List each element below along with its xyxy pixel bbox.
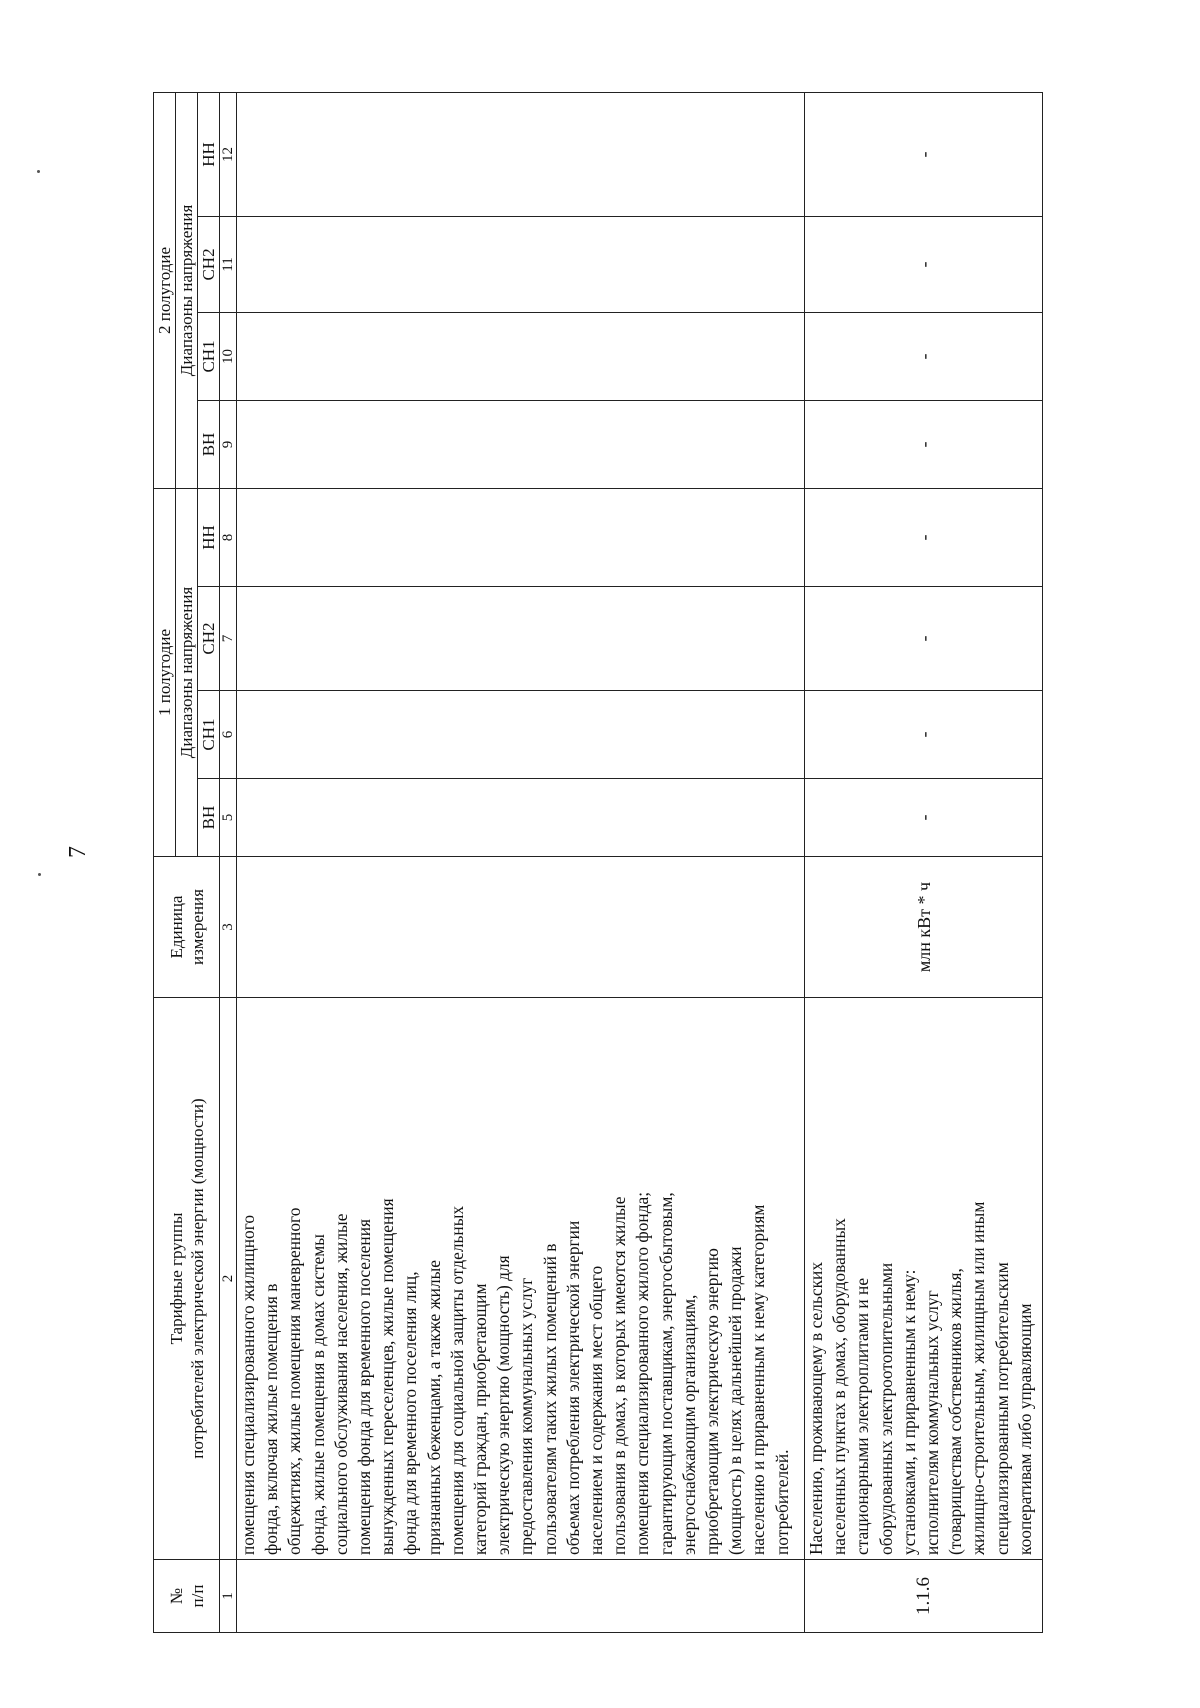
- description-line: предоставления коммунальных услуг: [516, 1277, 537, 1555]
- column-index: 10: [220, 312, 237, 400]
- column-index: 12: [220, 92, 237, 216]
- description-line: оборудованных электроотопительными: [875, 1262, 896, 1555]
- description-line: помещения для социальной защиты отдельных: [446, 1205, 467, 1555]
- num-column-header: № п/п: [154, 1560, 220, 1633]
- description-text: [805, 1002, 1037, 1555]
- description-line: установками, и приравненным к нему:: [898, 1269, 919, 1555]
- column-index: 2: [220, 998, 237, 1560]
- level-header-h1-sn2: СН2: [198, 587, 220, 691]
- scan-speck: [37, 170, 40, 173]
- voltage-ranges-header-h1: Диапазоны напряжения: [176, 488, 198, 856]
- description-line: населению и приравненным к нему категориям: [748, 1204, 769, 1555]
- description-line: кооперативам либо управляющим: [1014, 1303, 1035, 1555]
- value-cell: -: [805, 691, 1043, 779]
- value-cell: [237, 587, 805, 691]
- column-index-row: [220, 92, 237, 1632]
- column-index: 5: [220, 779, 237, 857]
- level-header-h2-sn2: СН2: [198, 216, 220, 312]
- description-line: пользователям таких жилых помещений в: [539, 1243, 560, 1555]
- table-row: [237, 92, 805, 1632]
- rotated-table-wrapper: [153, 142, 1043, 1633]
- voltage-ranges-header-h2: Диапазоны напряжения: [176, 92, 198, 488]
- column-index: 3: [220, 857, 237, 998]
- value-cell: -: [805, 587, 1043, 691]
- description-line: Населению, проживающему в сельских: [806, 1261, 826, 1555]
- value-cell: [237, 216, 805, 312]
- description-line: приобретающим электрическую энергию: [702, 1248, 723, 1555]
- description-line: помещения специализированного жилого фонда;: [632, 1191, 653, 1555]
- level-header-h2-vn: ВН: [198, 400, 220, 488]
- description-line: пользования в домах, в которых имеются жилые: [609, 1196, 630, 1555]
- group-column-header: Тарифные группы потребителей электрической энергии (мощности): [154, 998, 220, 1560]
- value-cell: -: [805, 312, 1043, 400]
- description-line: помещения фонда для временного поселения: [354, 1218, 375, 1555]
- level-header-h2-nn: НН: [198, 92, 220, 216]
- scan-speck: [38, 873, 41, 876]
- description-line: фонда, жилые помещения в домах системы: [307, 1234, 328, 1555]
- value-cell: -: [805, 92, 1043, 216]
- description-line: населенных пунктах в домах, оборудованных: [829, 1218, 850, 1555]
- row-number: 1.1.6: [805, 1560, 1043, 1633]
- description-line: гарантирующим поставщикам, энергосбытовым,: [655, 1192, 676, 1555]
- value-cell: -: [805, 779, 1043, 857]
- column-index: 1: [220, 1560, 237, 1633]
- level-header-h2-sn1: СН1: [198, 312, 220, 400]
- description-line: фонда, включая жилые помещения в: [261, 1283, 282, 1555]
- page-number: 7: [65, 846, 91, 858]
- description-line: объемах потребления электрической энергии: [562, 1220, 583, 1555]
- description-line: признанных беженцами, а также жилые: [423, 1259, 444, 1555]
- description-line: помещения специализированного жилищного: [238, 1214, 258, 1555]
- description-line: потребителей.: [771, 1449, 792, 1555]
- row-number: [237, 1560, 805, 1633]
- description-line: (товариществам собственников жилья,: [945, 1268, 966, 1555]
- level-header-h1-vn: ВН: [198, 779, 220, 857]
- value-cell: -: [805, 400, 1043, 488]
- level-header-h1-sn1: СН1: [198, 691, 220, 779]
- half-year-1-header: 1 полугодие: [154, 488, 176, 856]
- tariff-table: [153, 92, 1043, 1633]
- level-header-h1-nn: НН: [198, 488, 220, 586]
- description-text: [237, 1002, 794, 1555]
- value-cell: [237, 488, 805, 586]
- description-line: жилищно-строительным, жилищным или иным: [968, 1201, 989, 1555]
- row-description: [237, 998, 805, 1560]
- description-line: категорий граждан, приобретающим: [470, 1283, 491, 1555]
- table-row: [805, 92, 1043, 1632]
- value-cell: [237, 691, 805, 779]
- description-line: энергоснабжающим организациям,: [678, 1294, 699, 1555]
- unit-column-header: Единица измерения: [154, 857, 220, 998]
- value-cell: -: [805, 216, 1043, 312]
- value-cell: [237, 400, 805, 488]
- value-cell: [237, 312, 805, 400]
- column-index: 8: [220, 488, 237, 586]
- column-index: 9: [220, 400, 237, 488]
- description-line: (мощность) в целях дальнейшей продажи: [725, 1246, 746, 1555]
- description-line: населением и содержания мест общего: [586, 1265, 607, 1555]
- description-line: фонда для временного поселения лиц,: [400, 1271, 421, 1555]
- column-index: 11: [220, 216, 237, 312]
- half-year-2-header: 2 полугодие: [154, 92, 176, 488]
- description-line: вынужденных переселенцев, жилые помещения: [377, 1198, 398, 1555]
- description-line: стационарными электроплитами и не: [852, 1277, 873, 1555]
- description-line: электрическую энергию (мощность) для: [493, 1255, 514, 1555]
- value-cell: -: [805, 488, 1043, 586]
- value-cell: [237, 92, 805, 216]
- value-cell: [237, 779, 805, 857]
- description-line: специализированным потребительским: [991, 1262, 1012, 1555]
- description-line: исполнителям коммунальных услуг: [922, 1290, 943, 1555]
- row-unit: [237, 857, 805, 998]
- header-row-1: [154, 92, 176, 1632]
- column-index: 7: [220, 587, 237, 691]
- description-line: социального обслуживания населения, жилые: [330, 1213, 351, 1555]
- row-unit: млн кВт * ч: [805, 857, 1043, 998]
- description-line: общежитиях, жилые помещения маневренного: [284, 1207, 305, 1555]
- column-index: 6: [220, 691, 237, 779]
- row-description: [805, 998, 1043, 1560]
